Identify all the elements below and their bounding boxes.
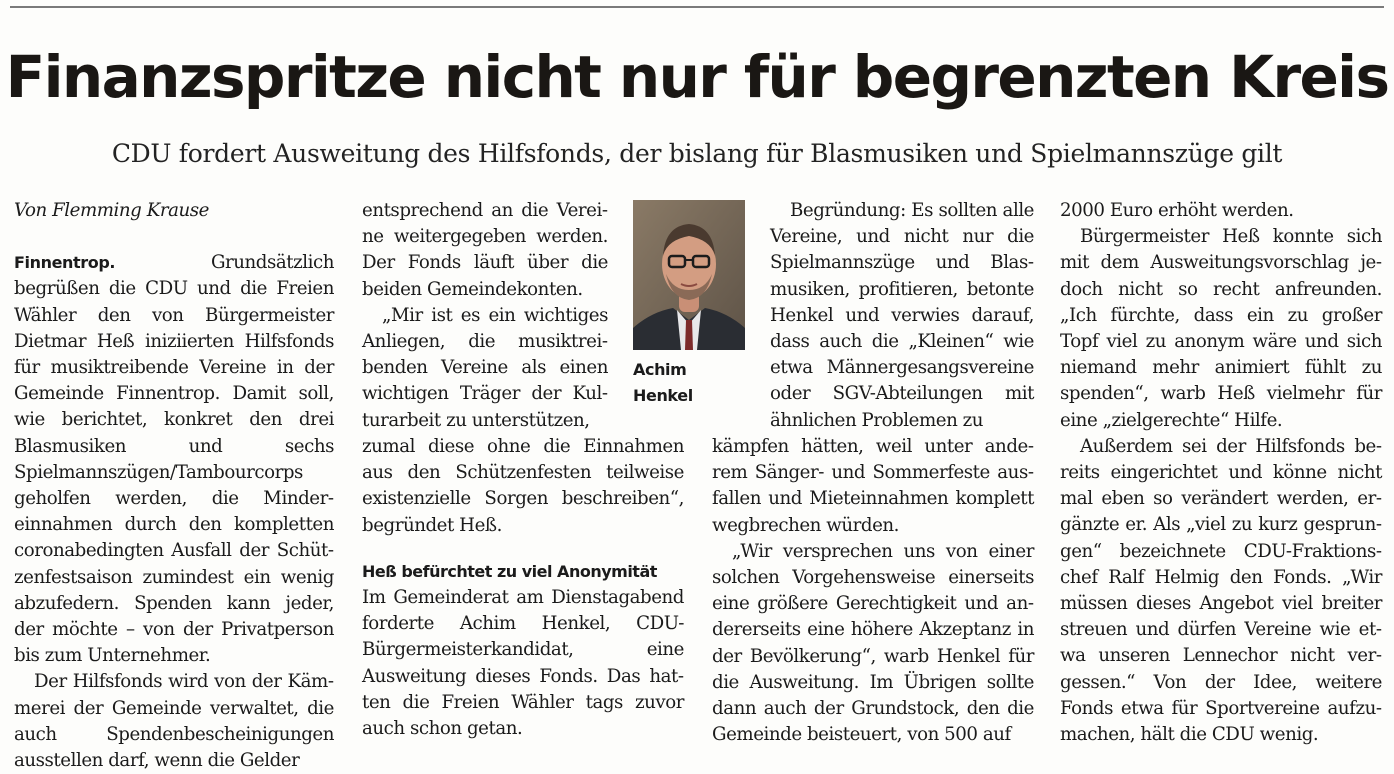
col2-paragraph-4: Im Gemeinderat am Dienstagabend forderte Achim Henkel, CDU-Bürgermeisterkandidat, eine Ausweitung dieses Fonds. Das hatten die Freien Wähler tags zuvor auch schon getan.: [362, 587, 684, 740]
col1-paragraph-1: [14, 250, 334, 669]
caption-first-name: Achim: [633, 360, 687, 379]
col2-paragraph-1: entsprechend an die Vereine weitergegeben werden. Der Fonds läuft über die beiden Gemeindekonten.: [362, 200, 608, 300]
portrait-illustration: [633, 200, 745, 350]
portrait-photo: [633, 200, 745, 350]
photo-caption: [633, 357, 693, 409]
byline: Von Flemming Krause: [14, 200, 209, 221]
column-4: [1060, 198, 1382, 748]
subhead: CDU fordert Ausweitung des Hilfsfonds, der bislang für Blasmusiken und Spielmannszüge gilt: [111, 139, 1283, 168]
col2-paragraph-3: zumal diese ohne die Einnahmen aus den Schützenfesten teilweise existenzielle Sorgen beschreiben“, begründet Heß.: [362, 436, 684, 536]
col4-paragraph-1: 2000 Euro erhöht werden.: [1060, 200, 1294, 221]
column-3-lower: [712, 434, 1034, 748]
col2-paragraph-2: „Mir ist es ein wichtiges Anliegen, die musiktreibenden Vereine als einen wichtigen Träger der Kulturarbeit zu unterstützen,: [362, 304, 608, 431]
top-rule: [10, 6, 1384, 8]
col4-paragraph-3: Außerdem sei der Hilfsfonds bereits eingerichtet und könne nicht mal eben so verändert werden, ergänzte er. Als „viel zu kurz gesprungen“ bezeichnete CDU-Fraktionschef Ralf Helmig den Fonds. „Wir müssen dieses Angebot viel breiter streuen und dürfen Vereine wie etwa unseren Lennechor nicht vergessen.“ Von der Idee, weitere Fonds etwa für Sportvereine aufzumachen, hält die CDU wenig.: [1060, 435, 1382, 746]
column-2-lower: [362, 434, 684, 742]
column-2-upper: [362, 198, 608, 434]
caption-last-name: Henkel: [633, 386, 693, 405]
col1-paragraph-2: Der Hilfsfonds wird von der Kämmerei der Gemeinde verwaltet, die auch Spendenbescheinigungen ausstellen darf, wenn die Gelder: [14, 671, 334, 772]
col3-paragraph-3: „Wir versprechen uns von einer solchen Vorgehensweise einerseits eine größere Gerechtigkeit und andererseits eine höhere Akzeptanz in der Bevölkerung“, warb Henkel für die Ausweitung. Im Übrigen sollte dann auch der Grundstock, den die Gemeinde beisteuert, von 500 auf: [712, 540, 1034, 746]
col1-paragraph-1-text: Grundsätzlich begrüßen die CDU und die Freien Wähler den von Bürgermeister Dietmar Heß iniziierten Hilfsfonds für musiktreibende Vereine in der Gemeinde Finnentrop. Damit soll, wie berichtet, konkret den drei Blasmusiken und sechs Spielmannszügen/Tambourcorps geholfen werden, die Mindereinnahmen durch den kompletten coronabedingten Ausfall der Schützenfestsaison zumindest ein wenig abzufedern. Spenden kann jeder, der möchte – von der Privatperson bis zum Unternehmer.: [14, 252, 334, 667]
col3-paragraph-1: Begründung: Es sollten alle Vereine, und nicht nur die Spielmannszüge und Blasmusiken, profitieren, betonte Henkel und verwies darauf, dass auch die „Kleinen“ wie etwa Männergesangsvereine oder SGV-Abteilungen mit ähnlichen Problemen zu: [770, 200, 1034, 431]
column-3-upper: [770, 198, 1034, 434]
column-1: [14, 198, 334, 774]
dateline: Finnentrop.: [14, 253, 116, 273]
headline: Finanzspritze nicht nur für begrenzten Kreis: [5, 43, 1389, 111]
col4-paragraph-2: Bürgermeister Heß konnte sich mit dem Ausweitungsvorschlag jedoch nicht so recht anfreunden. „Ich fürchte, dass ein zu großer Topf viel zu anonym wäre und sich niemand mehr animiert fühlt zu spenden“, warb Heß vielmehr für eine „zielgerechte“ Hilfe.: [1060, 226, 1382, 431]
section-subtitle: Heß befürchtet zu viel Anonymität: [362, 561, 657, 581]
col3-paragraph-2: kämpfen hätten, weil unter anderem Sänger- und Sommerfeste ausfallen und Mieteinnahmen komplett wegbrechen würden.: [712, 436, 1034, 536]
